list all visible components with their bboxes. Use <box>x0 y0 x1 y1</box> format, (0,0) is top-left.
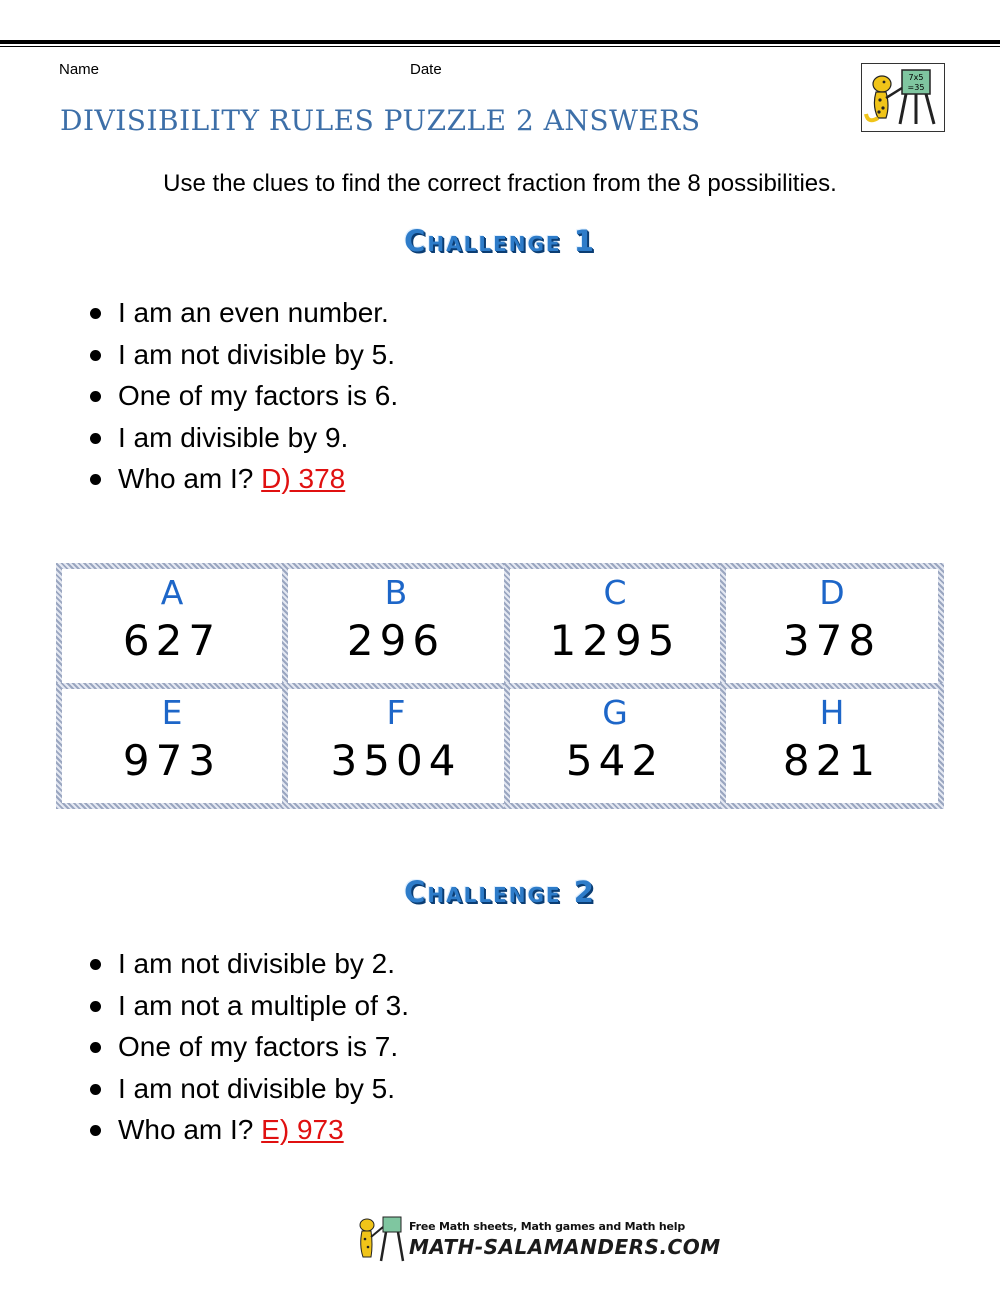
option-number: 378 <box>782 616 882 665</box>
option-cell-d <box>720 563 944 689</box>
question-text: Who am I? <box>118 463 254 494</box>
option-number: 627 <box>122 616 222 665</box>
option-letter: D <box>819 573 845 612</box>
bullet-icon <box>90 1125 101 1136</box>
option-number: 3504 <box>330 736 462 785</box>
clue-text: I am divisible by 9. <box>118 421 349 453</box>
salamander-logo <box>861 63 945 132</box>
date-label: Date <box>410 61 442 78</box>
option-letter: H <box>819 693 845 732</box>
challenge-1-title: Challenge 1 <box>404 224 596 258</box>
question-item <box>90 458 398 500</box>
clue-item <box>90 375 398 417</box>
option-number: 821 <box>782 736 882 785</box>
option-cell-g <box>504 683 726 809</box>
clue-item <box>90 943 409 985</box>
footer-salamander-icon <box>353 1213 405 1265</box>
bullet-icon <box>90 1084 101 1095</box>
option-letter: F <box>386 693 406 732</box>
option-cell-a <box>56 563 288 689</box>
bullet-icon <box>90 350 101 361</box>
top-rule <box>0 40 1000 44</box>
challenge-2-clues <box>90 943 409 1151</box>
footer-tagline: Free Math sheets, Math games and Math help <box>409 1220 686 1233</box>
bullet-icon <box>90 1042 101 1053</box>
option-letter: E <box>161 693 183 732</box>
option-letter: G <box>602 693 628 732</box>
clue-item <box>90 334 398 376</box>
option-number: 296 <box>346 616 446 665</box>
answer-link[interactable]: D) 378 <box>261 463 346 494</box>
clue-item <box>90 1068 409 1110</box>
clue-text: I am not divisible by 2. <box>118 948 396 979</box>
option-cell-b <box>282 563 510 689</box>
options-grid <box>59 566 941 806</box>
option-cell-e <box>56 683 288 809</box>
bullet-icon <box>90 308 101 319</box>
clue-text: I am not divisible by 5. <box>118 338 396 370</box>
top-rule-thin <box>0 46 1000 47</box>
clue-text: I am not divisible by 5. <box>118 1072 396 1104</box>
name-label: Name <box>59 61 100 78</box>
clue-text: I am not a multiple of 3. <box>118 989 410 1021</box>
instructions-text: Use the clues to find the correct fraction from the 8 possibilities. <box>163 170 837 197</box>
bullet-icon <box>90 959 101 970</box>
option-number: 542 <box>565 736 665 785</box>
challenge-1-clues <box>90 292 398 500</box>
footer-site-name: MATH-SALAMANDERS.COM <box>409 1235 721 1259</box>
bullet-icon <box>90 1001 101 1012</box>
page-title: DIVISIBILITY RULES PUZZLE 2 ANSWERS <box>60 104 701 137</box>
bullet-icon <box>90 474 101 485</box>
option-number: 1295 <box>549 616 681 665</box>
option-number: 973 <box>122 736 222 785</box>
question-text: Who am I? <box>118 1114 254 1145</box>
option-cell-f <box>282 683 510 809</box>
clue-item <box>90 292 398 334</box>
challenge-2-title: Challenge 2 <box>404 875 596 909</box>
clue-item <box>90 1026 409 1068</box>
answer-link[interactable]: E) 973 <box>261 1114 344 1145</box>
bullet-icon <box>90 433 101 444</box>
badge-top-text: 7x5 <box>908 73 924 82</box>
bullet-icon <box>90 391 101 402</box>
clue-text: I am an even number. <box>118 297 389 328</box>
option-letter: C <box>603 573 627 612</box>
clue-item <box>90 417 398 459</box>
clue-text: One of my factors is 6. <box>118 380 399 411</box>
option-cell-c <box>504 563 726 689</box>
footer-logo[interactable] <box>353 1213 721 1265</box>
clue-item <box>90 985 409 1027</box>
option-letter: A <box>160 573 184 612</box>
option-letter: B <box>384 573 408 612</box>
question-item <box>90 1109 409 1151</box>
option-cell-h <box>720 683 944 809</box>
badge-bottom-text: =35 <box>907 83 925 92</box>
clue-text: One of my factors is 7. <box>118 1031 399 1062</box>
salamander-teacher-icon <box>862 64 944 131</box>
